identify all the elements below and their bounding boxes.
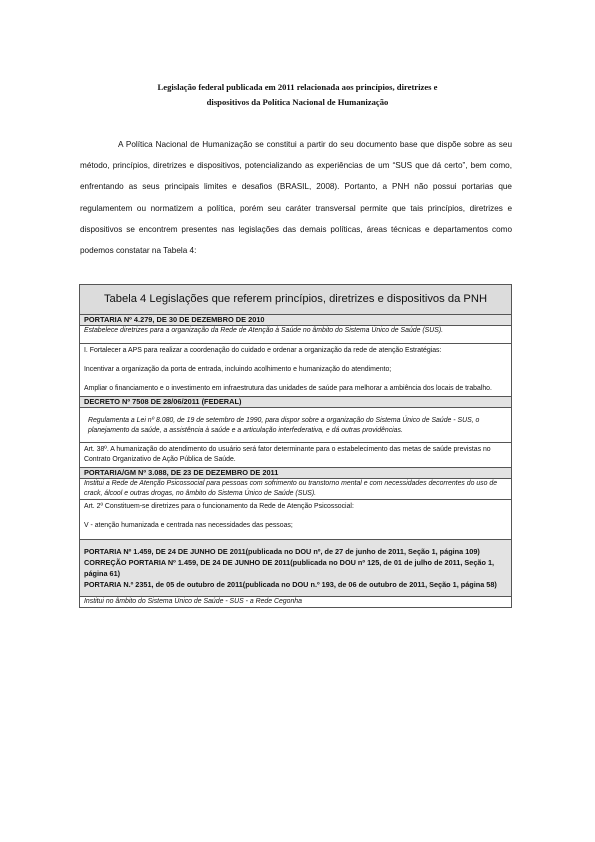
portaria-4279-description: Estabelece diretrizes para a organização da Rede de Atenção à Saúde no âmbito do Sistema Único de Saúde (SUS). bbox=[80, 326, 511, 344]
portaria-4279-item-1: I. Fortalecer a APS para realizar a coordenação do cuidado e ordenar a organização da rede de atenção Estratégias: bbox=[84, 347, 442, 354]
portaria-3088-article: Art. 2º Constituem-se diretrizes para o funcionamento da Rede de Atenção Psicossocial: bbox=[84, 503, 354, 510]
portaria-1459: PORTARIA Nº 1.459, DE 24 DE JUNHO DE 2011(publicada no DOU nº, de 27 de junho de 2011, Seção 1, página 109) bbox=[84, 547, 480, 556]
decreto-7508-body bbox=[80, 443, 511, 468]
legislation-table bbox=[79, 284, 512, 608]
decreto-7508-article: Art. 38º. A humanização do atendimento do usuário será fator determinante para o estabelecimento das metas de saúde previstas no Contrato Organizativo de Ação Pública de Saúde. bbox=[84, 446, 491, 463]
portaria-4279-item-3: Ampliar o financiamento e o investimento em infraestrutura das unidades de saúde para melhorar a ambiência dos locais de trabalho. bbox=[84, 385, 492, 392]
portaria-4279-item-2: Incentivar a organização da porta de entrada, incluindo acolhimento e humanização do atendimento; bbox=[84, 366, 392, 373]
portaria-4279-header: PORTARIA Nº 4.279, DE 30 DE DEZEMBRO DE 2010 bbox=[80, 315, 511, 326]
decreto-7508-description: Regulamenta a Lei nº 8.080, de 19 de setembro de 1990, para dispor sobre a organização do Sistema Único de Saúde - SUS, o planejamento da saúde, a assistência à saúde e a articulação interfederativa, e dá outras providências. bbox=[80, 408, 511, 443]
portaria-1459-group bbox=[80, 540, 511, 597]
title-line-2: dispositivos da Política Nacional de Humanização bbox=[206, 97, 389, 107]
portaria-3088-item: V - atenção humanizada e centrada nas necessidades das pessoas; bbox=[84, 522, 293, 529]
decreto-7508-header: DECRETO Nº 7508 DE 28/06/2011 (FEDERAL) bbox=[80, 397, 511, 408]
document-title bbox=[80, 80, 515, 110]
title-line-1: Legislação federal publicada em 2011 relacionada aos princípios, diretrizes e bbox=[157, 82, 438, 92]
portaria-2351: PORTARIA N.º 2351, de 05 de outubro de 2011(publicada no DOU n.º 193, de 06 de outubro de 2011, Seção 1, página 58) bbox=[84, 580, 497, 589]
rede-cegonha-description: Institui no âmbito do Sistema Único de Saúde - SUS - a Rede Cegonha bbox=[84, 598, 302, 605]
correcao-portaria-1459: CORREÇÃO PORTARIA Nº 1.459, DE 24 DE JUNHO DE 2011(publicada no DOU nº 125, de 01 de julho de 2011, Seção 1, página 61) bbox=[84, 558, 495, 578]
intro-paragraph: A Política Nacional de Humanização se constitui a partir do seu documento base que dispõe sobre as seu método, princípios, diretrizes e dispositivos, potencializando as experiências de um “SUS que dá certo”, bem como, enfrentando as seus principais limites e desafios (BRASIL, 2008). Portanto, a PNH não possui portarias que regulamentem ou normatizem a política, porém seu caráter transversal permite que tais princípios, diretrizes e dispositivos se encontrem presentes nas legislações das demais políticas, áreas técnicas e departamentos como podemos constatar na Tabela 4: bbox=[80, 140, 512, 256]
portaria-3088-description: Institui a Rede de Atenção Psicossocial para pessoas com sofrimento ou transtorno mental e com necessidades decorrentes do uso de crack, álcool e outras drogas, no âmbito do Sistema Único de Saúde (SUS). bbox=[80, 479, 511, 500]
portaria-4279-body bbox=[80, 344, 511, 397]
portaria-3088-header: PORTARIA/GM Nº 3.088, DE 23 DE DEZEMBRO DE 2011 bbox=[80, 468, 511, 479]
table-title: Tabela 4 Legislações que referem princípios, diretrizes e dispositivos da PNH bbox=[80, 285, 511, 315]
portaria-3088-body bbox=[80, 500, 511, 540]
